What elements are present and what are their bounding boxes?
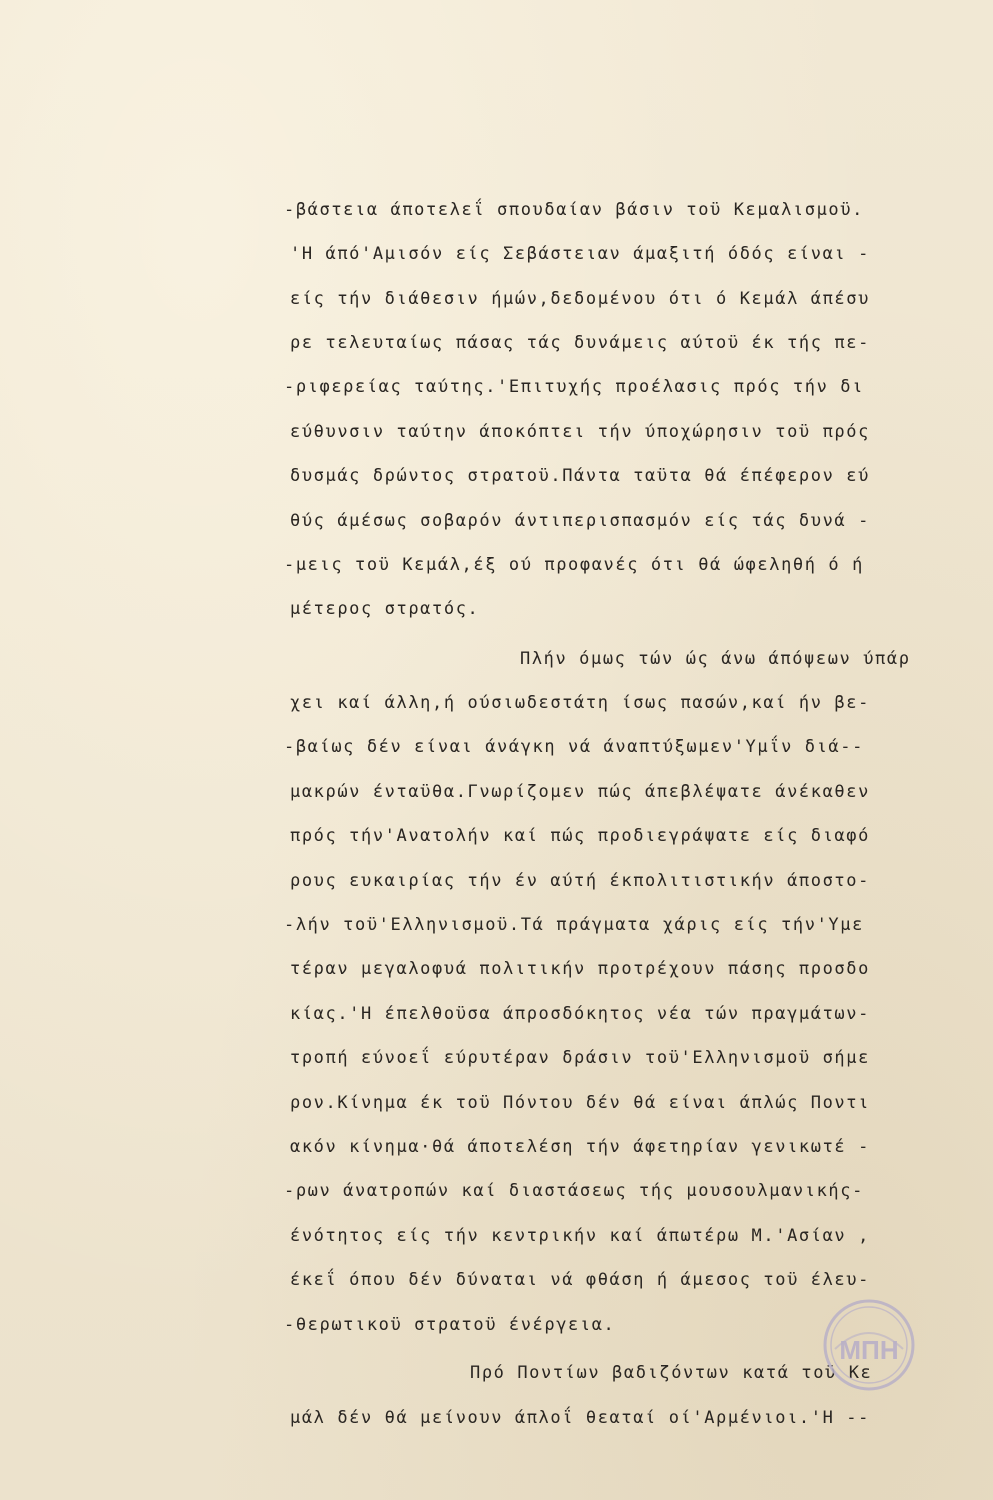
text-line: -βαίως δέν είναι άνάγκη νά άναπτύξωμεν'Υμΐν διά-- bbox=[284, 737, 864, 757]
stamp-lettering: ΜΠΗ bbox=[839, 1335, 899, 1365]
text-line: τροπή εύνοεΐ εύρυτέραν δράσιν τοϋ'Ελληνισμοϋ σήμε bbox=[290, 1048, 870, 1068]
text-line: τέραν μεγαλοφυά πολιτικήν προτρέχουν πάσης προσδο bbox=[290, 959, 870, 979]
text-line: ρον.Κίνημα έκ τοϋ Πόντου δέν θά είναι άπλώς Ποντι bbox=[290, 1093, 870, 1113]
text-line: θύς άμέσως σοβαρόν άντιπερισπασμόν είς τάς δυνά - bbox=[290, 511, 870, 531]
text-line: κίας.'Η έπελθοϋσα άπροσδόκητος νέα τών πραγμάτων- bbox=[290, 1004, 870, 1024]
text-line: -ρων άνατροπών καί διαστάσεως τής μουσουλμανικής- bbox=[284, 1181, 864, 1201]
text-line: ακόν κίνημα·θά άποτελέση τήν άφετηρίαν γενικωτέ - bbox=[290, 1137, 870, 1157]
text-line: Πρό Ποντίων βαδιζόντων κατά τοϋ Κε bbox=[470, 1363, 873, 1383]
text-line: -θερωτικοϋ στρατοϋ ένέργεια. bbox=[284, 1315, 616, 1335]
text-line: ρους ευκαιρίας τήν έν αύτή έκπολιτιστικήν άποστο- bbox=[290, 871, 870, 891]
text-line: -ριφερείας ταύτης.'Επιτυχής προέλασις πρός τήν δι bbox=[284, 377, 864, 397]
text-line: Πλήν όμως τών ώς άνω άπόψεων ύπάρ bbox=[520, 649, 911, 669]
text-line: μάλ δέν θά μείνουν άπλοΐ θεαταί οί'Αρμένιοι.'Η -- bbox=[290, 1408, 870, 1428]
text-line: μακρών ένταϋθα.Γνωρίζομεν πώς άπεβλέψατε άνέκαθεν bbox=[290, 782, 870, 802]
text-line: δυσμάς δρώντος στρατοϋ.Πάντα ταϋτα θά έπέφερον εύ bbox=[290, 466, 870, 486]
text-line: -λήν τοϋ'Ελληνισμοϋ.Τά πράγματα χάρις είς τήν'Υμε bbox=[284, 915, 864, 935]
text-line: -μεις τοϋ Κεμάλ,έξ ού προφανές ότι θά ώφεληθή ό ή bbox=[284, 555, 864, 575]
text-line: είς τήν διάθεσιν ήμών,δεδομένου ότι ό Κεμάλ άπέσυ bbox=[290, 289, 870, 309]
text-line: 'Η άπό'Αμισόν είς Σεβάστειαν άμαξιτή όδός είναι - bbox=[290, 244, 870, 264]
text-line: -βάστεια άποτελεΐ σπουδαίαν βάσιν τοϋ Κεμαλισμοϋ. bbox=[284, 200, 864, 220]
text-line: ρε τελευταίως πάσας τάς δυνάμεις αύτοϋ έκ τής πε- bbox=[290, 333, 870, 353]
text-line: χει καί άλλη,ή ούσιωδεστάτη ίσως πασών,καί ήν βε- bbox=[290, 693, 870, 713]
text-line: μέτερος στρατός. bbox=[290, 599, 480, 619]
text-line: εύθυνσιν ταύτην άποκόπτει τήν ύποχώρησιν τοϋ πρός bbox=[290, 422, 870, 442]
text-line: πρός τήν'Ανατολήν καί πώς προδιεγράψατε είς διαφό bbox=[290, 826, 870, 846]
archive-stamp bbox=[821, 1297, 917, 1393]
text-line: ένότητος είς τήν κεντρικήν καί άπωτέρω Μ.'Ασίαν , bbox=[290, 1226, 870, 1246]
text-line: έκεΐ όπου δέν δύναται νά φθάση ή άμεσος τοϋ έλευ- bbox=[290, 1270, 870, 1290]
